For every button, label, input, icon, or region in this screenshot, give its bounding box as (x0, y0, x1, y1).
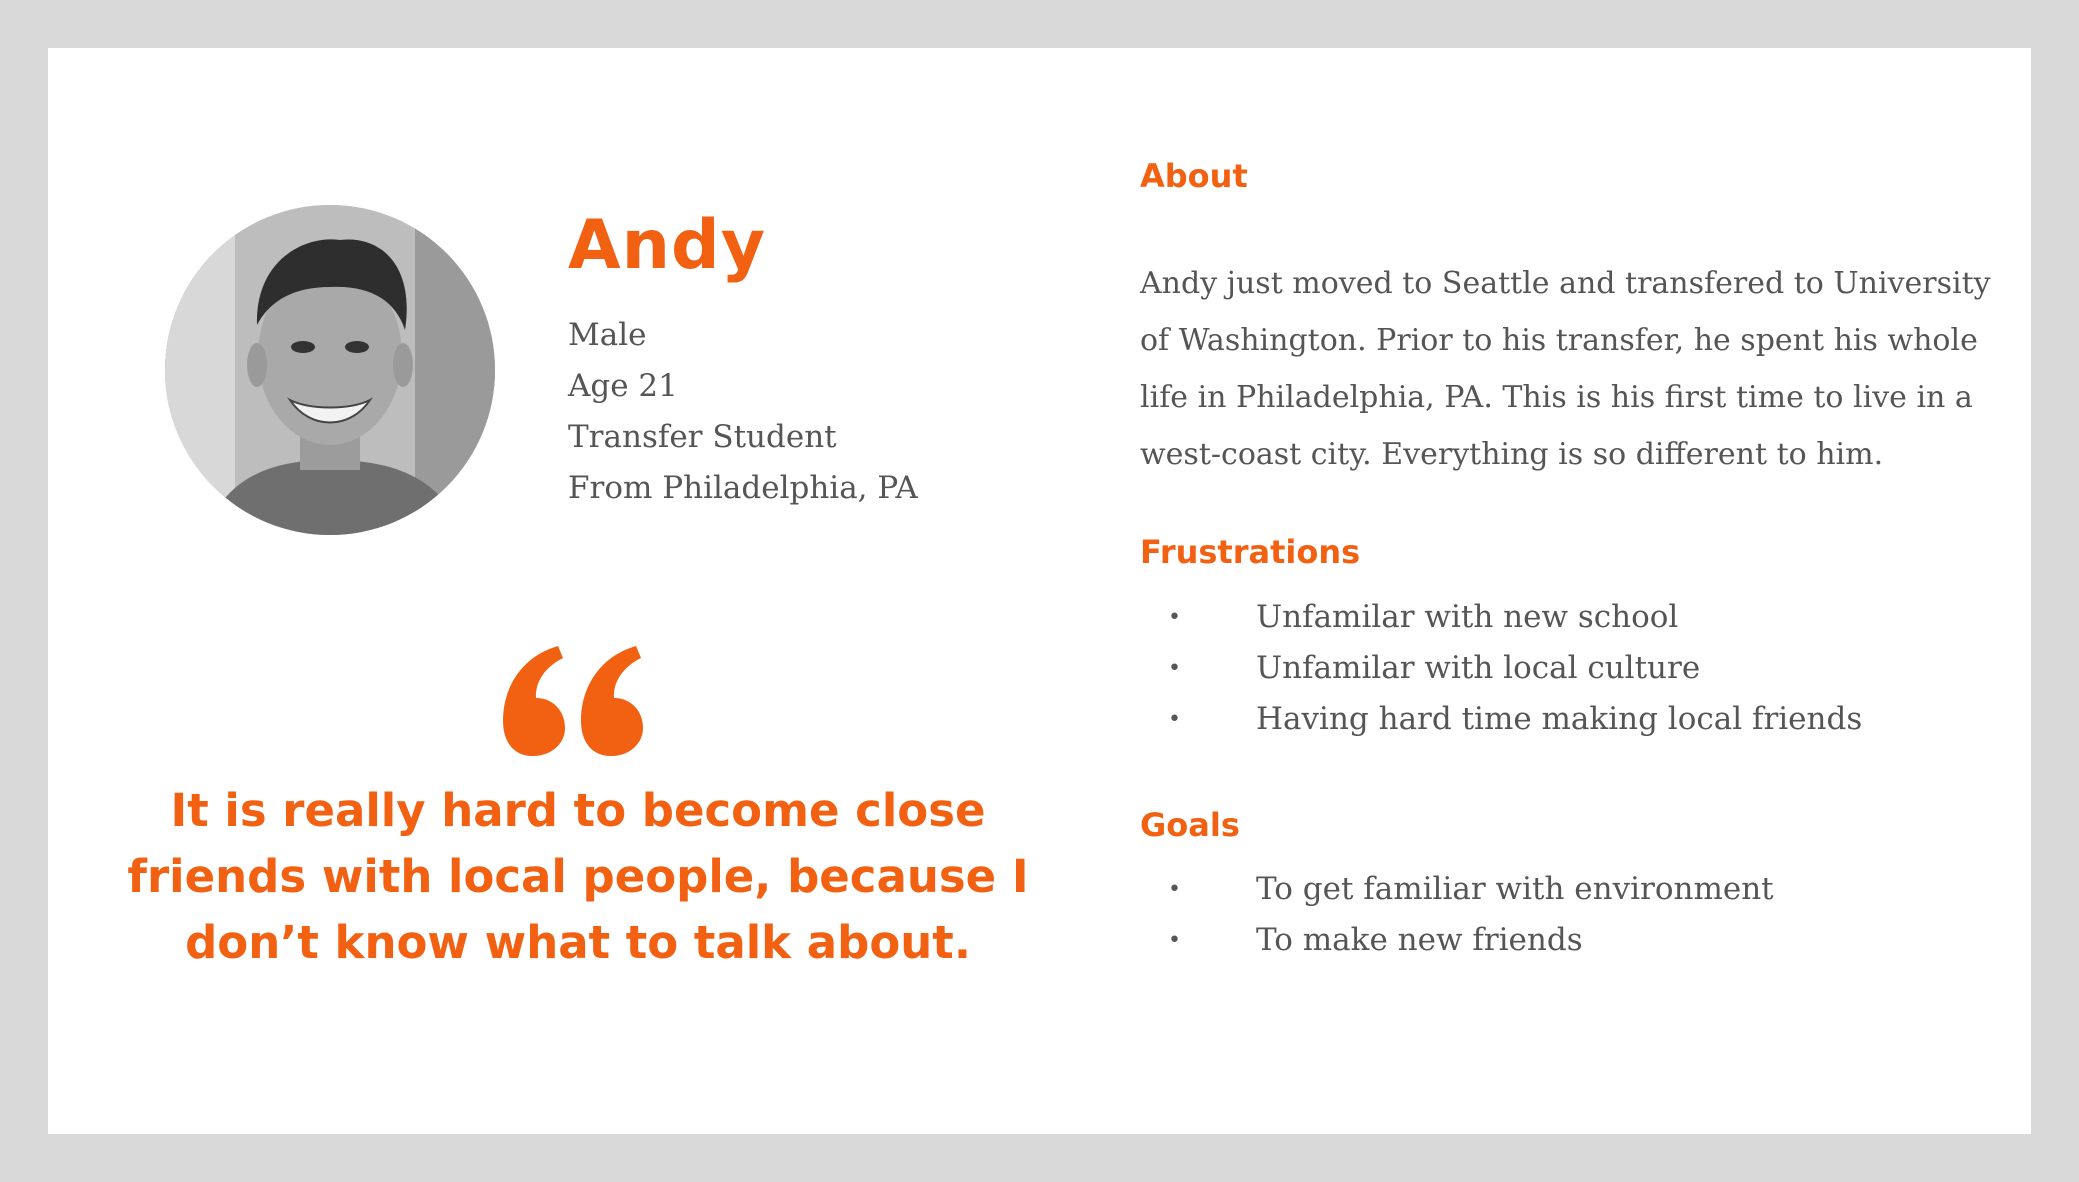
list-item: • To get familiar with environment (1168, 864, 1774, 915)
list-item: • Unfamilar with local culture (1168, 643, 1862, 694)
persona-details (568, 310, 918, 514)
list-item: • Unfamilar with new school (1168, 592, 1862, 643)
frustrations-list (1168, 592, 1862, 745)
persona-name: Andy (568, 206, 767, 285)
goals-heading: Goals (1140, 806, 1240, 844)
bullet-icon: • (1168, 928, 1181, 953)
quote-mark-icon (503, 646, 643, 756)
portrait-photo (165, 205, 495, 535)
detail-gender: Male (568, 317, 647, 353)
persona-quote: It is really hard to become close friends with local people, because I don’t know what to talk about. (127, 784, 1029, 969)
detail-origin: From Philadelphia, PA (568, 470, 918, 506)
about-text: Andy just moved to Seattle and transfered to University of Washington. Prior to his transfer, he spent his whole life in Philadelphia, PA. This is his first time to live in a west-coast city. Everything is so different to him. (1140, 266, 1991, 472)
detail-status: Transfer Student (568, 419, 837, 455)
frustrations-heading: Frustrations (1140, 533, 1361, 571)
bullet-icon: • (1168, 605, 1181, 630)
goals-list (1168, 864, 1774, 966)
avatar (165, 205, 495, 535)
list-item: • To make new friends (1168, 915, 1774, 966)
about-heading: About (1140, 157, 1248, 195)
bullet-icon: • (1168, 877, 1181, 902)
persona-card (48, 48, 2031, 1134)
list-item: • Having hard time making local friends (1168, 694, 1862, 745)
detail-age: Age 21 (568, 368, 678, 404)
bullet-icon: • (1168, 707, 1181, 732)
bullet-icon: • (1168, 656, 1181, 681)
